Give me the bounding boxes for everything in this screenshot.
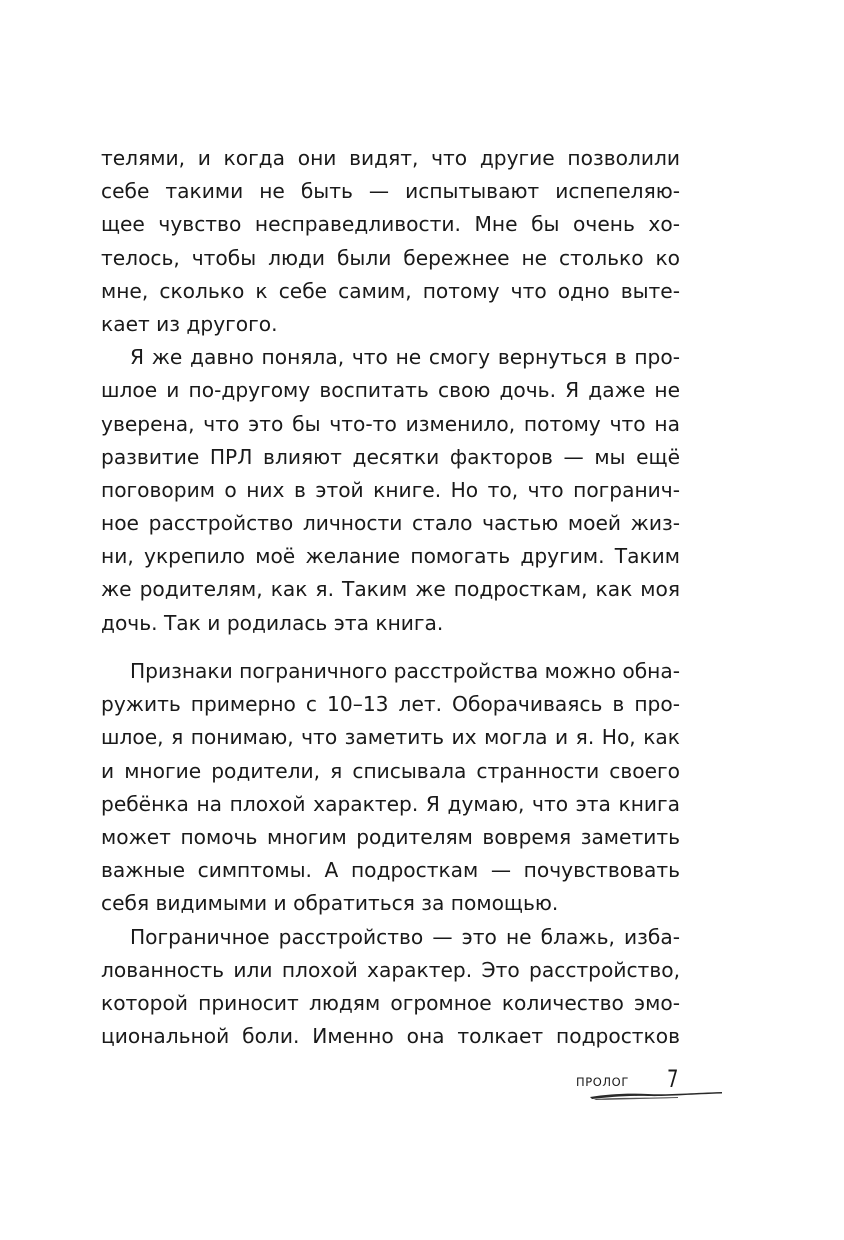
paragraph: [101, 921, 680, 1054]
text-line: циональной боли. Именно она толкает подростков: [101, 1024, 680, 1049]
text-line: важные симптомы. А подросткам — почувствовать: [101, 858, 680, 883]
text-line: телями, и когда они видят, что другие позволили: [101, 146, 680, 170]
text-line: которой приносит людям огромное количество эмо-: [101, 990, 680, 1015]
text-line: телось, чтобы люди были бережнее не столько ко: [101, 245, 680, 270]
text-line: уверена, что это бы что-то изменило, потому что на: [101, 411, 680, 436]
text-line: шлое, я понимаю, что заметить их могла и я. Но, как: [101, 725, 680, 750]
text-line: лованность или плохой характер. Это расстройство,: [101, 957, 680, 982]
text-line: себя видимыми и обратиться за помощью.: [101, 891, 559, 916]
text-line: ребёнка на плохой характер. Я думаю, что эта книга: [101, 791, 680, 816]
paragraph: [101, 655, 680, 921]
text-line: мне, сколько к себе самим, потому что одно выте-: [101, 278, 680, 303]
text-line: ное расстройство личности стало частью моей жиз-: [101, 511, 680, 536]
text-line: Пограничное расстройство — это не блажь, изба-: [130, 924, 680, 949]
page-footer: [540, 1065, 730, 1110]
text-line: ружить примерно с 10–13 лет. Оборачиваясь в про-: [101, 692, 680, 717]
text-line: шлое и по-другому воспитать свою дочь. Я даже не: [101, 378, 680, 403]
page-number: 7: [667, 1065, 679, 1093]
text-line: и многие родители, я списывала странности своего: [101, 758, 680, 783]
text-line: может помочь многим родителям вовремя заметить: [101, 824, 680, 849]
text-block-2: [101, 655, 680, 1053]
text-line: Я же давно поняла, что не смогу вернуться в про-: [130, 345, 680, 370]
text-line: дочь. Так и родилась эта книга.: [101, 610, 444, 635]
text-line: развитие ПРЛ влияют десятки факторов — мы ещё: [101, 444, 680, 469]
text-line: Признаки пограничного расстройства можно обна-: [130, 659, 681, 683]
running-section-title: ПРОЛОГ: [576, 1075, 629, 1089]
text-line: кает из другого.: [101, 311, 278, 336]
text-line: же родителям, как я. Таким же подросткам, как моя: [101, 577, 680, 602]
text-line: щее чувство несправедливости. Мне бы очень хо-: [101, 212, 680, 237]
text-block-1: [101, 142, 680, 640]
text-line: ни, укрепило моё желание помогать другим. Таким: [101, 544, 680, 569]
text-line: себе такими не быть — испытывают испепеляю-: [101, 179, 680, 204]
brush-stroke-rule: [588, 1091, 724, 1101]
text-line: поговорим о них в этой книге. Но то, что погранич-: [101, 477, 680, 502]
paragraph: [101, 341, 680, 640]
paragraph: [101, 142, 680, 341]
